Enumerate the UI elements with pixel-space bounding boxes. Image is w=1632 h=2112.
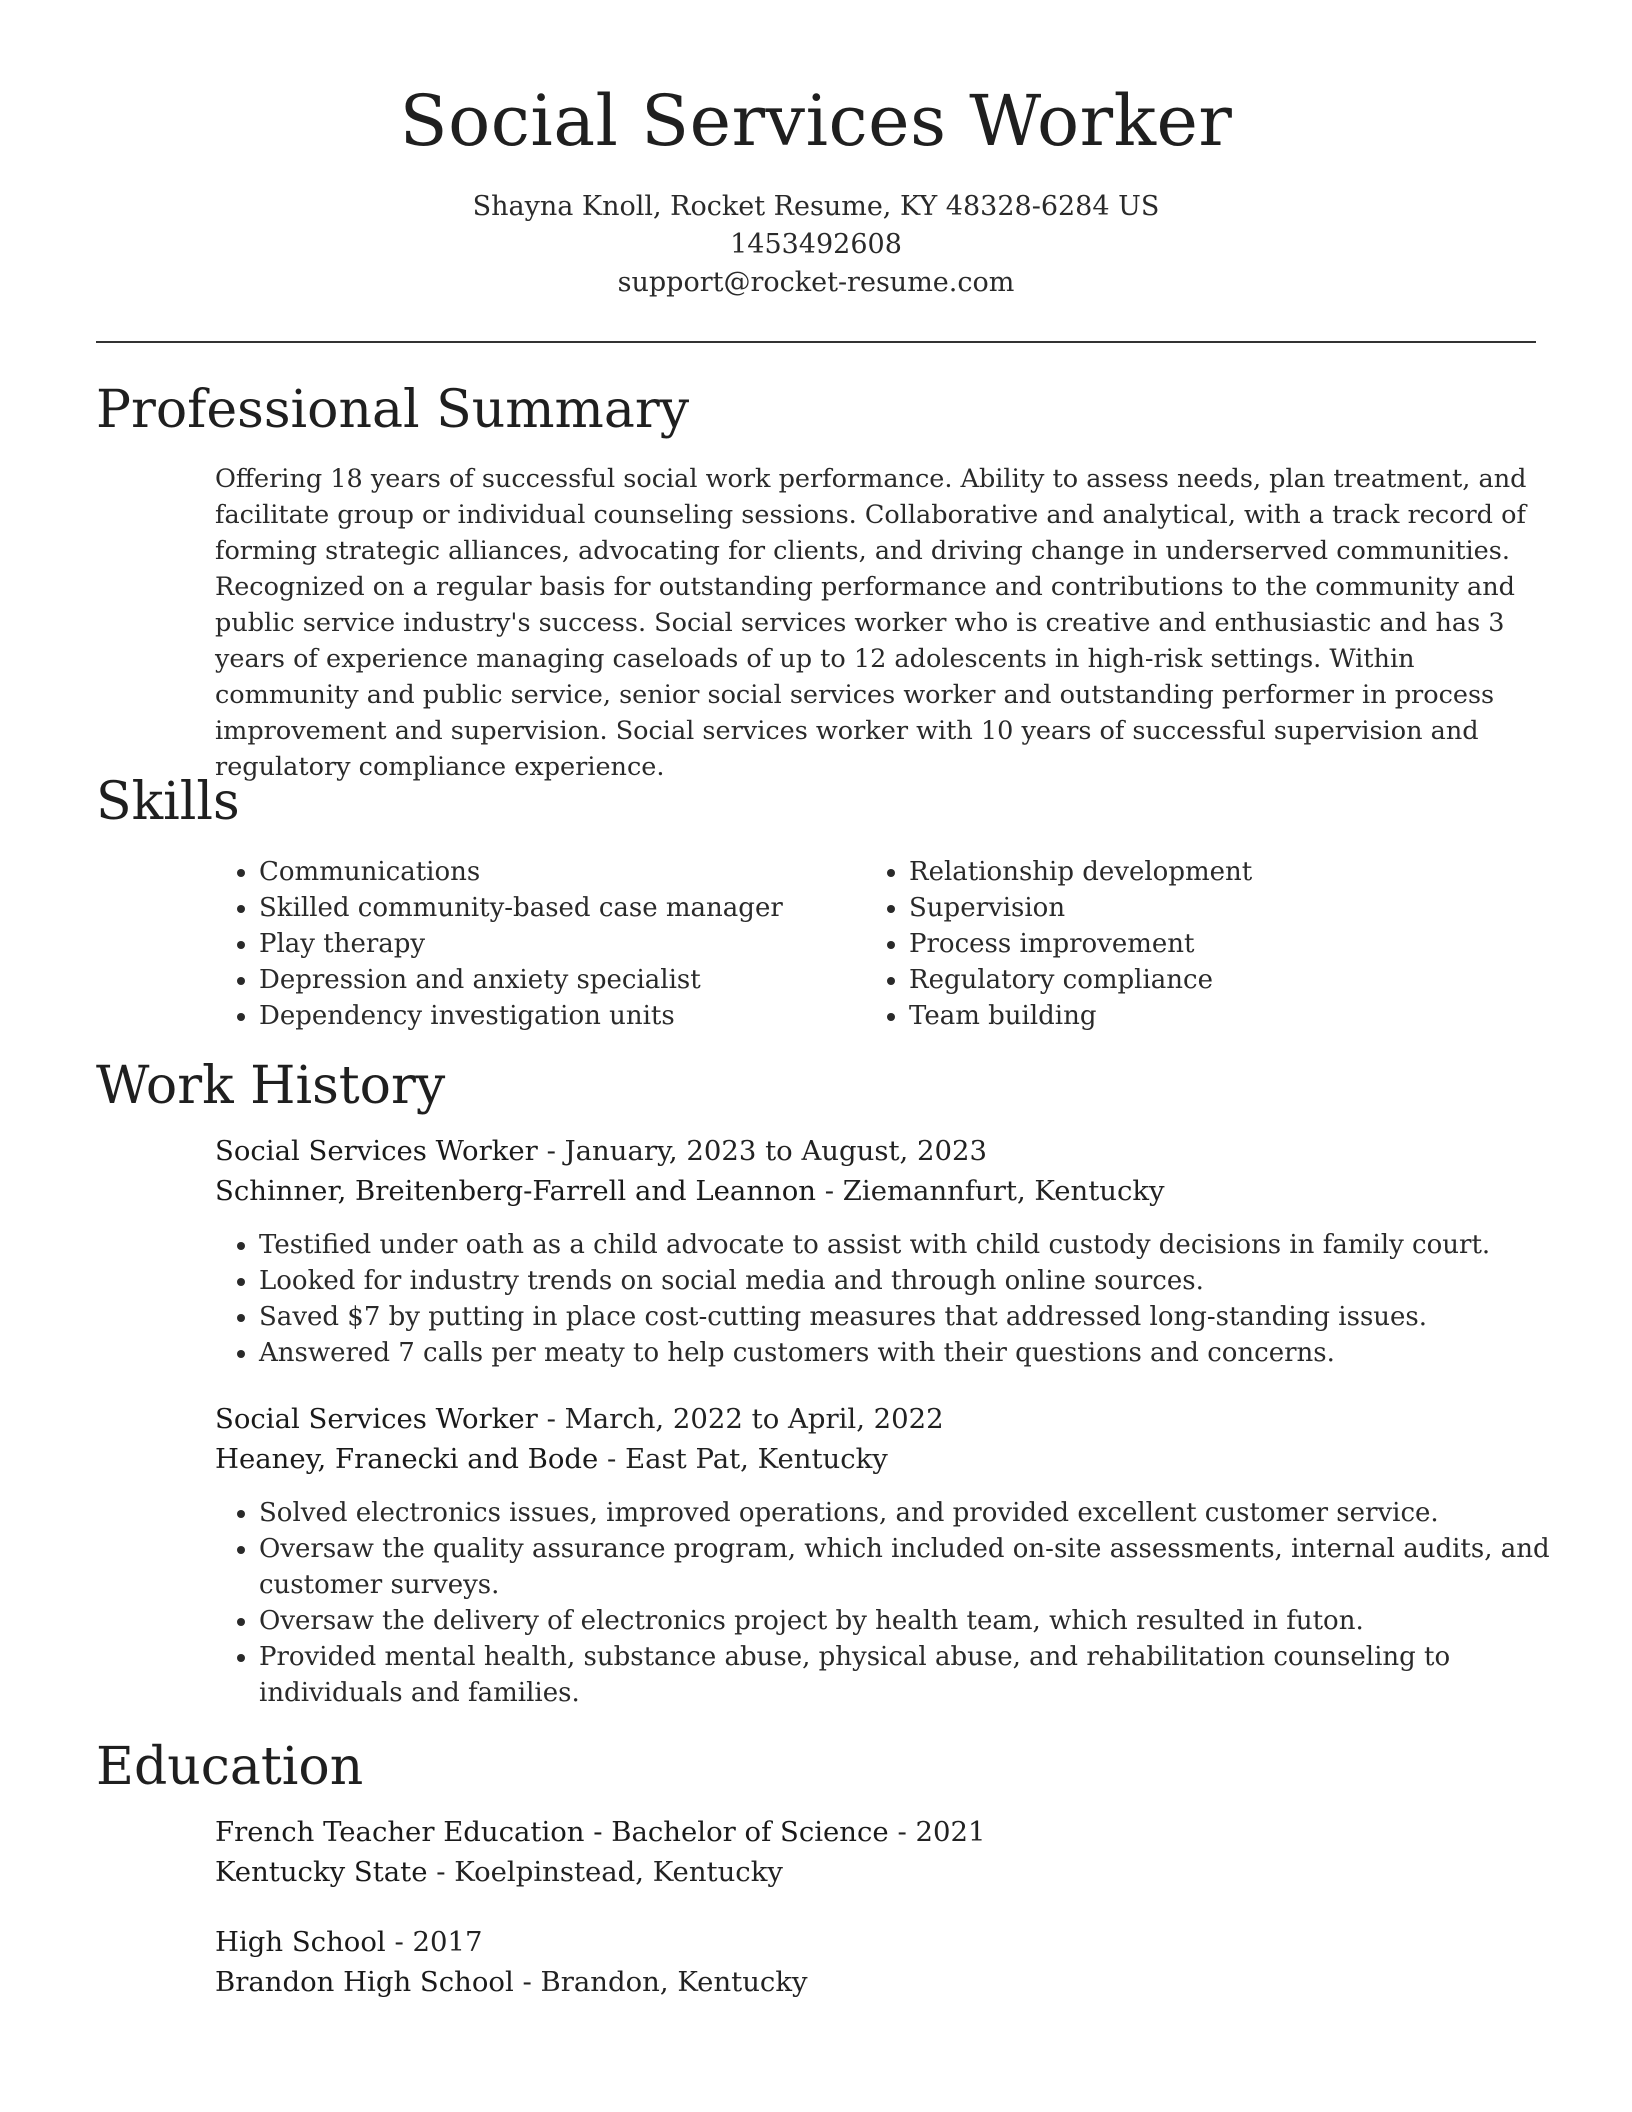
skill-item: • Relationship development [909, 854, 1549, 890]
job-dates: - January, 2023 to August, 2023 [537, 1135, 987, 1167]
job-title-line [215, 1403, 944, 1435]
education-year: - 2017 [385, 1926, 483, 1958]
contact-email: support@rocket-resume.com [617, 267, 1015, 298]
job-location: - Ziemannfurt, Kentucky [816, 1175, 1165, 1207]
education-school-line [215, 1966, 808, 1998]
job-duty: • Saved $7 by putting in place cost-cutting measures that addressed long-standing issues. [259, 1299, 1584, 1335]
education-school-line [215, 1856, 783, 1888]
job-employer: Heaney, Franecki and Bode [215, 1443, 599, 1475]
job-duty: • Solved electronics issues, improved operations, and provided excellent customer service. [259, 1495, 1584, 1531]
skill-item: • Skilled community-based case manager [259, 890, 859, 926]
job-position: Social Services Worker [215, 1403, 538, 1435]
education-location: - Koelpinstead, Kentucky [427, 1856, 783, 1888]
resume-title: Social Services Worker [399, 80, 1233, 162]
skill-item: • Process improvement [909, 926, 1549, 962]
skill-item: • Dependency investigation units [259, 998, 859, 1034]
education-school: Kentucky State [215, 1856, 428, 1888]
header-divider [96, 341, 1536, 343]
skill-item: • Regulatory compliance [909, 962, 1549, 998]
skills-list-right [865, 854, 1549, 1034]
education-degree-line [215, 1816, 985, 1848]
skill-item: • Supervision [909, 890, 1549, 926]
job-duty: • Provided mental health, substance abuse, physical abuse, and rehabilitation counseling to individuals and families. [259, 1639, 1584, 1711]
section-title-work-history: Work History [96, 1056, 446, 1116]
contact-address: Shayna Knoll, Rocket Resume, KY 48328-6284 US [472, 191, 1160, 222]
job-position: Social Services Worker [215, 1135, 538, 1167]
section-title-summary: Professional Summary [96, 380, 690, 440]
skill-item: • Play therapy [259, 926, 859, 962]
education-school: Brandon High School [215, 1966, 514, 1998]
skill-item: • Communications [259, 854, 859, 890]
job-employer-line [215, 1443, 888, 1475]
education-degree: High School [215, 1926, 386, 1958]
education-location: - Brandon, Kentucky [513, 1966, 808, 1998]
job-duty: • Oversaw the quality assurance program, which included on-site assessments, internal audits, and customer surveys. [259, 1531, 1584, 1603]
education-degree-line [215, 1926, 482, 1958]
job-title-line [215, 1135, 987, 1167]
summary-text: Offering 18 years of successful social work performance. Ability to assess needs, plan treatment, and facilitate group or individual counseling sessions. Collaborative and analytical, with a track record of forming strategic alliances, advocating for clients, and driving change in underserved communities. Recognized on a regular basis for outstanding performance and contributions to the community and public service industry's success. Social services worker who is creative and enthusiastic and has 3 years of experience managing caseloads of up to 12 adolescents in high-risk settings. Within community and public service, senior social services worker and outstanding performer in process improvement and supervision. Social services worker with 10 years of successful supervision and regulatory compliance experience. [215, 464, 1527, 782]
job-employer-line [215, 1175, 1165, 1207]
section-title-education: Education [96, 1737, 364, 1797]
section-title-skills: Skills [96, 772, 240, 832]
job-duties-list [215, 1227, 1584, 1371]
skill-item: • Depression and anxiety specialist [259, 962, 859, 998]
skills-list-left [215, 854, 859, 1034]
job-duties-list [215, 1495, 1584, 1711]
job-employer: Schinner, Breitenberg-Farrell and Leannon [215, 1175, 817, 1207]
job-location: - East Pat, Kentucky [598, 1443, 888, 1475]
education-degree: French Teacher Education - Bachelor of Science [215, 1816, 889, 1848]
job-duty: • Answered 7 calls per meaty to help customers with their questions and concerns. [259, 1335, 1584, 1371]
contact-phone: 1453492608 [730, 229, 902, 260]
job-duty: • Testified under oath as a child advocate to assist with child custody decisions in family court. [259, 1227, 1584, 1263]
job-duty: • Looked for industry trends on social media and through online sources. [259, 1263, 1584, 1299]
job-duty: • Oversaw the delivery of electronics project by health team, which resulted in futon. [259, 1603, 1584, 1639]
job-dates: - March, 2022 to April, 2022 [537, 1403, 944, 1435]
skill-item: • Team building [909, 998, 1549, 1034]
education-year: - 2021 [888, 1816, 986, 1848]
